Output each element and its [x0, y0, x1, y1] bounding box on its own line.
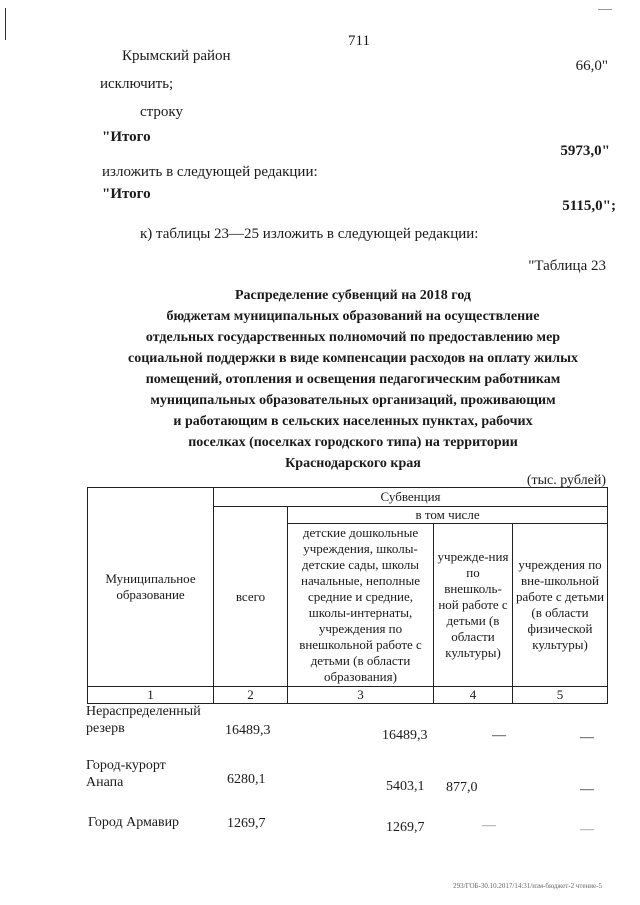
row-total: 6280,1	[227, 772, 266, 787]
heading-line: Краснодарского края	[285, 456, 421, 471]
heading-line: помещений, отопления и освещения педагогическим работникам	[145, 372, 561, 387]
header-subvention: Субвенция	[214, 488, 608, 507]
row-col5: —	[580, 730, 594, 745]
row-name: Город Армавир	[88, 815, 180, 830]
itogo-old-label: "Итого	[102, 129, 151, 145]
scan-corner-mark	[598, 9, 612, 10]
column-number: 5	[513, 687, 608, 704]
column-number: 4	[434, 687, 513, 704]
footer-code: 293/ГОБ-30.10.2017/14:31/изм-бюджет-2 чтение-5	[453, 882, 602, 890]
row-col5: —	[580, 782, 594, 797]
redaction-text: изложить в следующей редакции:	[102, 164, 318, 180]
heading-line: социальной поддержки в виде компенсации расходов на оплату жилых	[127, 351, 579, 366]
row-col4: —	[492, 728, 506, 743]
unit-label: (тыс. рублей)	[526, 473, 606, 488]
row-col3: 16489,3	[382, 728, 428, 743]
heading-line: отдельных государственных полномочий по предоставлению мер	[145, 330, 561, 345]
row-col4: —	[482, 818, 496, 833]
itogo-new-label: "Итого	[102, 186, 151, 202]
row-total: 1269,7	[227, 816, 266, 831]
header-col4: учрежде-ния по внешколь-ной работе с детьми (в области культуры)	[434, 524, 513, 687]
header-including: в том числе	[288, 507, 608, 524]
scan-margin-line	[5, 8, 6, 40]
table-heading	[118, 285, 588, 474]
row-col5: —	[580, 822, 594, 837]
row-word: строку	[140, 104, 183, 120]
district-label: Крымский район	[122, 48, 231, 64]
tables-note: к) таблицы 23—25 изложить в следующей редакции:	[140, 226, 479, 242]
column-number: 2	[214, 687, 288, 704]
page-number: 711	[348, 33, 370, 49]
heading-line: Распределение субвенций на 2018 год	[235, 288, 471, 303]
heading-line: бюджетам муниципальных образований на осуществление	[166, 309, 540, 324]
column-number: 1	[88, 687, 214, 704]
heading-line: поселках (поселках городского типа) на территории	[188, 435, 518, 450]
row-name: Нераспределенный резерв	[86, 704, 201, 736]
column-number: 3	[288, 687, 434, 704]
header-total: всего	[214, 507, 288, 687]
itogo-old-value: 5973,0"	[560, 143, 610, 159]
heading-line: муниципальных образовательных организаций, проживающим	[150, 393, 556, 408]
header-col3: детские дошкольные учреждения, школы-детские сады, школы начальные, неполные средние и средние, школы-интернаты, учреждения по внешкольной работе с детьми (в области образования)	[288, 524, 434, 687]
row-col3: 5403,1	[386, 779, 425, 794]
district-value: 66,0"	[575, 58, 608, 74]
row-col3: 1269,7	[386, 820, 425, 835]
subvention-table-header	[87, 487, 608, 704]
row-name: Город-курорт Анапа	[86, 758, 166, 790]
itogo-new-value: 5115,0";	[562, 198, 616, 214]
exclude-text: исключить;	[100, 76, 174, 92]
table-reference: "Таблица 23	[528, 258, 606, 274]
heading-line: и работающим в сельских населенных пунктах, рабочих	[173, 414, 533, 429]
row-col4: 877,0	[446, 780, 478, 795]
header-municipality: Муниципальное образование	[88, 488, 214, 687]
row-total: 16489,3	[225, 723, 271, 738]
header-col5: учреждения по вне-школьной работе с детьми (в области физической культуры)	[513, 524, 608, 687]
